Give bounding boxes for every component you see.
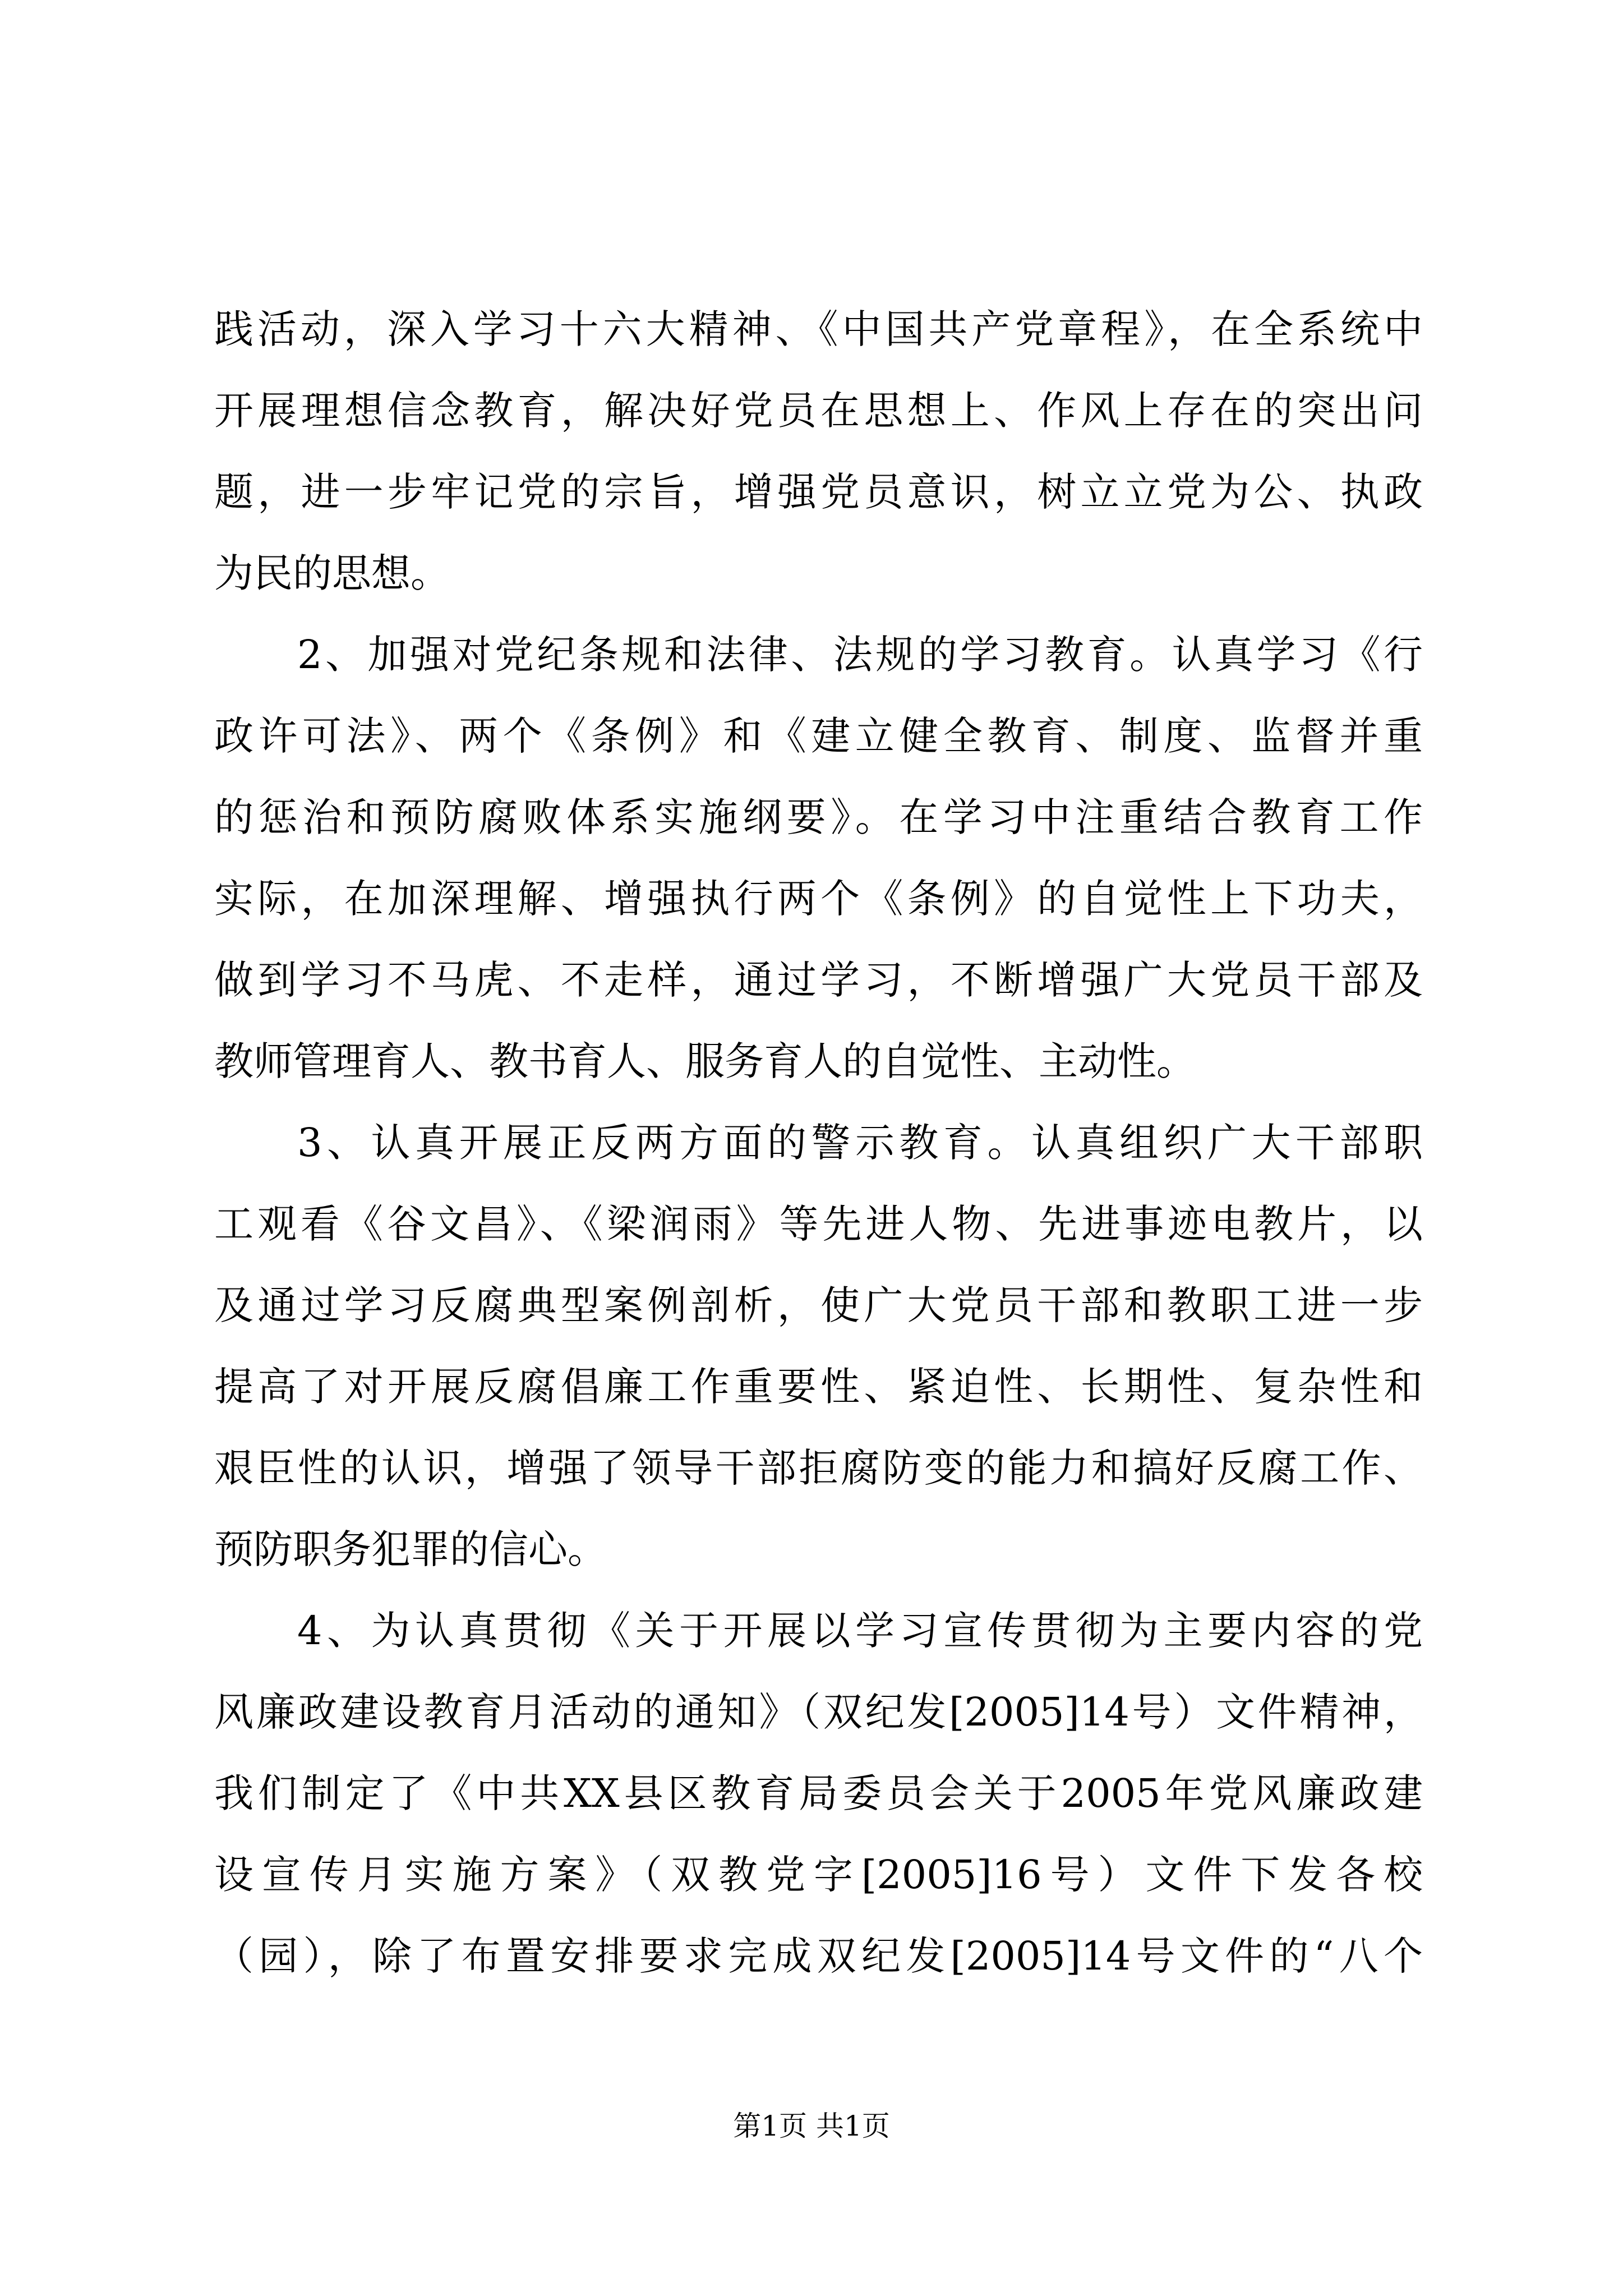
text-line: 设宣传月实施方案》（双教党字[2005]16号）文件下发各校 [214,1852,1423,1898]
document-body [214,289,1423,1997]
text-line: 的惩治和预防腐败体系实施纲要》。在学习中注重结合教育工作 [214,794,1423,840]
text-line: 实际，在加深理解、增强执行两个《条例》的自觉性上下功夫， [214,876,1423,922]
text-line: 为民的思想。 [214,550,450,596]
text-line: 开展理想信念教育，解决好党员在思想上、作风上存在的突出问 [214,388,1423,434]
text-line: 政许可法》、两个《条例》和《建立健全教育、制度、监督并重 [214,713,1423,759]
text-line: 提高了对开展反腐倡廉工作重要性、紧迫性、长期性、复杂性和 [214,1364,1423,1410]
text-line: 做到学习不马虎、不走样，通过学习，不断增强广大党员干部及 [214,957,1423,1003]
text-line: 3、认真开展正反两方面的警示教育。认真组织广大干部职 [297,1120,1423,1166]
text-line: 2、加强对党纪条规和法律、法规的学习教育。认真学习《行 [297,632,1423,678]
page-number-label: 第1页 共1页 [733,2110,890,2142]
text-line: （园），除了布置安排要求完成双纪发[2005]14号文件的“八个 [214,1933,1423,1979]
text-line: 风廉政建设教育月活动的通知》（双纪发[2005]14号）文件精神， [214,1689,1423,1735]
text-line: 工观看《谷文昌》、《梁润雨》等先进人物、先进事迹电教片，以 [214,1201,1423,1247]
text-line: 预防职务犯罪的信心。 [214,1526,607,1572]
text-line: 4、为认真贯彻《关于开展以学习宣传贯彻为主要内容的党 [297,1608,1423,1654]
text-line: 题，进一步牢记党的宗旨，增强党员意识，树立立党为公、执政 [214,469,1423,515]
text-line: 我们制定了《中共XX县区教育局委员会关于2005年党风廉政建 [214,1770,1423,1816]
text-line: 及通过学习反腐典型案例剖析，使广大党员干部和教职工进一步 [214,1282,1423,1328]
page-footer [0,2109,1623,2143]
text-line: 艰臣性的认识，增强了领导干部拒腐防变的能力和搞好反腐工作、 [214,1445,1423,1491]
text-line: 践活动，深入学习十六大精神、《中国共产党章程》，在全系统中 [214,306,1423,352]
text-line: 教师管理育人、教书育人、服务育人的自觉性、主动性。 [214,1038,1196,1084]
